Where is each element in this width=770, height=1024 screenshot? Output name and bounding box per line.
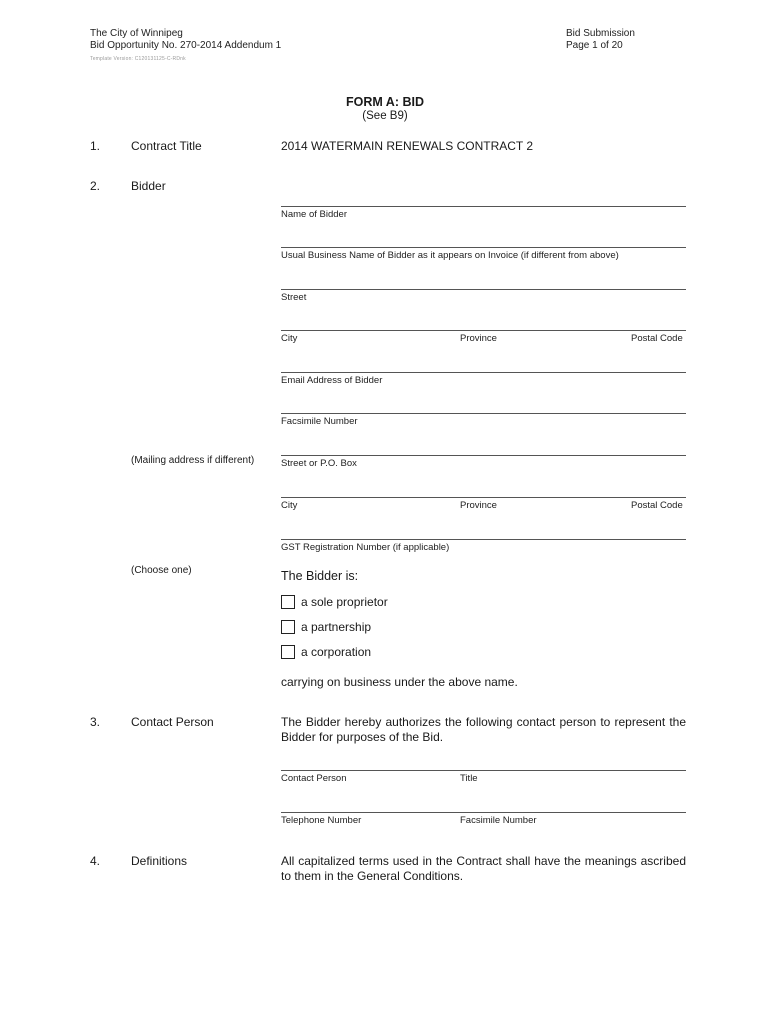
- corporation-checkbox[interactable]: [281, 645, 295, 659]
- section-4-number: 4.: [90, 854, 101, 868]
- telephone-caption: Telephone Number: [281, 815, 362, 826]
- form-title: FORM A: BID: [346, 95, 424, 109]
- name-of-bidder-caption: Name of Bidder: [281, 209, 348, 220]
- contract-title-value: 2014 WATERMAIN RENEWALS CONTRACT 2: [281, 139, 534, 153]
- partnership-checkbox[interactable]: [281, 620, 295, 634]
- gst-caption: GST Registration Number (if applicable): [281, 542, 450, 553]
- facsimile-line[interactable]: [281, 413, 686, 414]
- section-2-number: 2.: [90, 179, 101, 193]
- mailing-city-caption: City: [281, 500, 298, 511]
- section-2-label: Bidder: [131, 179, 166, 193]
- name-of-bidder-line[interactable]: [281, 206, 686, 207]
- header-bid-submission: Bid Submission: [566, 28, 635, 39]
- mailing-province-caption: Province: [460, 500, 497, 511]
- postal-code-caption: Postal Code: [631, 333, 683, 344]
- business-name-line[interactable]: [281, 247, 686, 248]
- partnership-label: a partnership: [301, 620, 372, 634]
- mailing-address-note: (Mailing address if different): [131, 455, 255, 466]
- form-subtitle: (See B9): [362, 110, 408, 122]
- contact-person-line[interactable]: [281, 770, 686, 771]
- telephone-facsimile-line[interactable]: [281, 812, 686, 813]
- header-bid-opportunity: Bid Opportunity No. 270-2014 Addendum 1: [90, 40, 282, 51]
- email-caption: Email Address of Bidder: [281, 375, 383, 386]
- facsimile-caption: Facsimile Number: [281, 416, 358, 427]
- header-page-number: Page 1 of 20: [566, 40, 623, 51]
- sole-proprietor-label: a sole proprietor: [301, 595, 388, 609]
- po-box-caption: Street or P.O. Box: [281, 458, 357, 469]
- option-corporation[interactable]: [281, 645, 371, 659]
- street-line[interactable]: [281, 289, 686, 290]
- contact-facsimile-caption: Facsimile Number: [460, 815, 537, 826]
- carrying-on-business-text: carrying on business under the above name.: [281, 675, 518, 689]
- definitions-text: All capitalized terms used in the Contract shall have the meanings ascribed to them in the General Conditions.: [281, 854, 686, 883]
- gst-line[interactable]: [281, 539, 686, 540]
- section-4-label: Definitions: [131, 854, 188, 868]
- contact-person-text: The Bidder hereby authorizes the following contact person to represent the Bidder for purposes of the Bid.: [281, 715, 686, 744]
- section-3-label: Contact Person: [131, 715, 214, 729]
- option-partnership[interactable]: [281, 620, 371, 634]
- sole-proprietor-checkbox[interactable]: [281, 595, 295, 609]
- corporation-label: a corporation: [301, 645, 372, 659]
- contact-person-caption: Contact Person: [281, 773, 347, 784]
- business-name-caption: Usual Business Name of Bidder as it appears on Invoice (if different from above): [281, 250, 619, 261]
- bidder-is-label: The Bidder is:: [281, 569, 359, 583]
- mailing-city-line[interactable]: [281, 497, 686, 498]
- city-province-postal-line[interactable]: [281, 330, 686, 331]
- choose-one-note: (Choose one): [131, 565, 192, 576]
- section-1-number: 1.: [90, 139, 101, 153]
- section-3-number: 3.: [90, 715, 101, 729]
- po-box-line[interactable]: [281, 455, 686, 456]
- option-sole-proprietor[interactable]: [281, 595, 388, 609]
- title-caption: Title: [460, 773, 478, 784]
- header-template-version: Template Version: C120131125-C-RDnk: [90, 56, 186, 62]
- header-city: The City of Winnipeg: [90, 28, 183, 39]
- street-caption: Street: [281, 292, 307, 303]
- section-1-label: Contract Title: [131, 139, 202, 153]
- mailing-postal-code-caption: Postal Code: [631, 500, 683, 511]
- email-line[interactable]: [281, 372, 686, 373]
- city-caption: City: [281, 333, 298, 344]
- province-caption: Province: [460, 333, 497, 344]
